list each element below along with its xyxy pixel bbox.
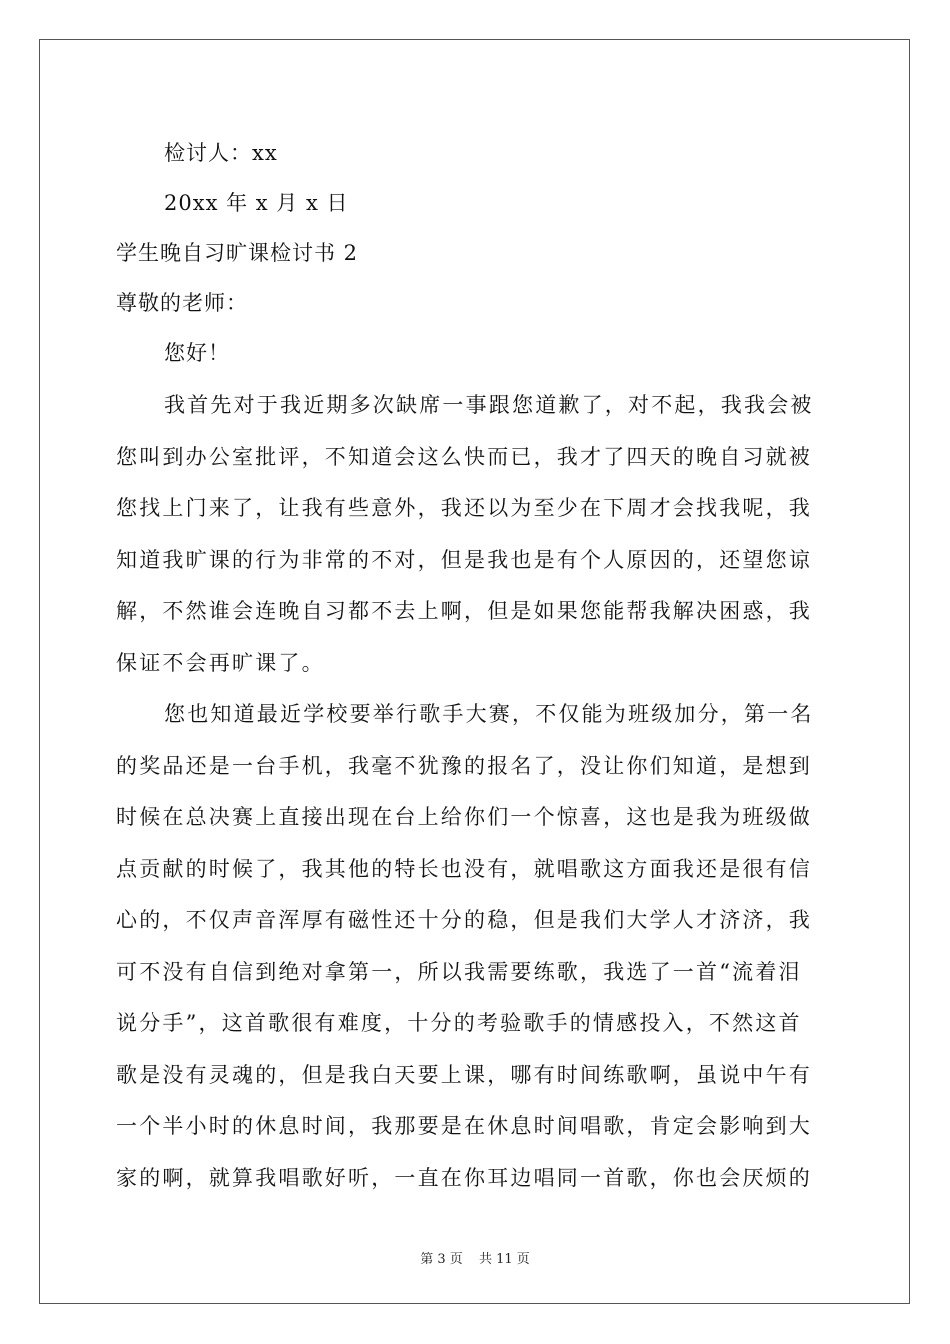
paragraph-line: 保证不会再旷课了。 — [116, 650, 325, 675]
page-total: 共 11 页 — [478, 1252, 530, 1267]
page-number: 第 3 页 — [420, 1252, 463, 1267]
paragraph-line: 家的啊，就算我唱歌好听，一直在你耳边唱同一首歌，你也会厌烦的 — [116, 1165, 812, 1190]
paragraph-line: 您叫到办公室批评，不知道会这么快而已，我才了四天的晚自习就被 — [116, 444, 812, 469]
salutation: 尊敬的老师： — [116, 291, 248, 315]
paragraph-line: 一个半小时的休息时间，我那要是在休息时间唱歌，肯定会影响到大 — [116, 1114, 812, 1138]
paragraph-1 — [116, 380, 836, 689]
document-title: 学生晚自习旷课检讨书 2 — [116, 241, 359, 265]
paragraph-line: 我首先对于我近期多次缺席一事跟您道歉了，对不起，我我会被 — [164, 393, 814, 417]
document-body — [116, 128, 836, 1204]
paragraph-line: 点贡献的时候了，我其他的特长也没有，就唱歌这方面我还是很有信 — [116, 856, 812, 881]
paragraph-line: 您也知道最近学校要举行歌手大赛，不仅能为班级加分，第一名 — [164, 702, 814, 726]
greeting: 您好！ — [164, 341, 230, 365]
paragraph-line: 解，不然谁会连晚自习都不去上啊，但是如果您能帮我解决困惑，我 — [116, 599, 812, 623]
page-footer — [0, 1248, 950, 1267]
date-line: 20xx 年 x 月 x 日 — [164, 191, 349, 215]
paragraph-line: 心的，不仅声音浑厚有磁性还十分的稳，但是我们大学人才济济，我 — [116, 908, 812, 932]
paragraph-line: 歌是没有灵魂的，但是我白天要上课，哪有时间练歌啊，虽说中午有 — [116, 1062, 812, 1087]
paragraph-line: 的奖品还是一台手机，我毫不犹豫的报名了，没让你们知道，是想到 — [116, 753, 812, 778]
paragraph-line: 可不没有自信到绝对拿第一，所以我需要练歌，我选了一首“流着泪 — [116, 959, 802, 984]
paragraph-line: 您找上门来了，让我有些意外，我还以为至少在下周才会找我呢，我 — [116, 496, 812, 520]
paragraph-line: 知道我旷课的行为非常的不对，但是我也是有个人原因的，还望您谅 — [116, 547, 812, 572]
paragraph-line: 时候在总决赛上直接出现在台上给你们一个惊喜，这也是我为班级做 — [116, 805, 812, 829]
reviewer-line: 检讨人：xx — [164, 141, 278, 165]
paragraph-line: 说分手”，这首歌很有难度，十分的考验歌手的情感投入，不然这首 — [116, 1011, 802, 1035]
paragraph-2 — [116, 689, 836, 1204]
